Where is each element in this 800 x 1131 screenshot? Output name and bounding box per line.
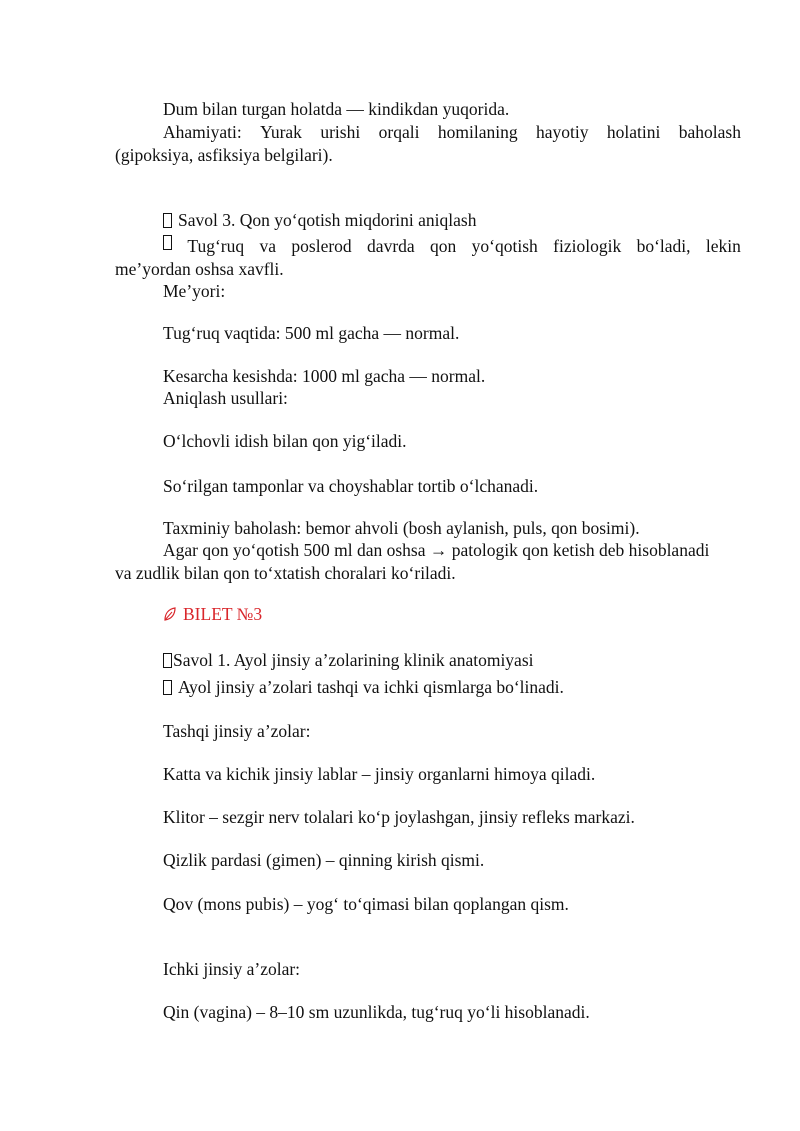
word: Ahamiyati:: [163, 122, 242, 142]
text-line: O‘lchovli idish bilan qon yig‘iladi.: [163, 431, 407, 451]
ticket-heading: [163, 603, 262, 625]
word: holatini: [606, 122, 661, 142]
question-heading: [163, 649, 534, 671]
word: Tug‘ruq: [187, 236, 245, 256]
word: va: [259, 236, 277, 256]
text-line: Me’yori:: [163, 281, 226, 301]
word: hayotiy: [535, 122, 589, 142]
text-line: Dum bilan turgan holatda — kindikdan yuqorida.: [163, 99, 510, 119]
word: yo‘qotish: [471, 236, 538, 256]
text-line: Aniqlash usullari:: [163, 388, 288, 408]
word: homilaning: [437, 122, 518, 142]
question-heading: [163, 209, 476, 231]
missing-glyph-box-icon: [163, 213, 172, 228]
word: lekin: [705, 236, 741, 256]
text-line: me’yordan oshsa xavfli.: [115, 259, 284, 279]
missing-glyph-box-icon: [163, 680, 172, 695]
text-line: Tashqi jinsiy a’zolar:: [163, 721, 311, 741]
text-line: [163, 676, 564, 698]
text-line: Qin (vagina) – 8–10 sm uzunlikda, tug‘ruq yo‘li hisoblanadi.: [163, 1002, 590, 1022]
text-line: Klitor – sezgir nerv tolalari ko‘p joylashgan, jinsiy refleks markazi.: [163, 807, 635, 827]
text-line: Taxminiy baholash: bemor ahvoli (bosh aylanish, puls, qon bosimi).: [163, 518, 640, 538]
missing-glyph-box-icon: [163, 653, 172, 668]
text-line: va zudlik bilan qon to‘xtatish choralari ko‘riladi.: [115, 563, 456, 583]
text-content: Ayol jinsiy a’zolari tashqi va ichki qismlarga bo‘linadi.: [178, 677, 564, 697]
text-line: Tug‘ruq vaqtida: 500 ml gacha — normal.: [163, 323, 460, 343]
missing-glyph-box-icon: [163, 235, 172, 250]
word: bo‘ladi,: [636, 236, 691, 256]
word: qon: [430, 236, 457, 256]
justified-line: [163, 235, 741, 257]
text-line: Ichki jinsiy a’zolar:: [163, 959, 301, 979]
word: poslerod: [291, 236, 352, 256]
leaf-icon: [163, 606, 177, 622]
text-line: (gipoksiya, asfiksiya belgilari).: [115, 145, 333, 165]
text-line: Qizlik pardasi (gimen) – qinning kirish qismi.: [163, 850, 485, 870]
text-line: Katta va kichik jinsiy lablar – jinsiy organlarni himoya qiladi.: [163, 764, 596, 784]
question-title: Savol 1. Ayol jinsiy a’zolarining klinik anatomiyasi: [173, 650, 534, 670]
ticket-title: BILET №3: [183, 604, 263, 624]
word: fiziologik: [553, 236, 622, 256]
text-line: Qov (mons pubis) – yog‘ to‘qimasi bilan qoplangan qism.: [163, 894, 569, 914]
text-line: So‘rilgan tamponlar va choyshablar tortib o‘lchanadi.: [163, 476, 539, 496]
text-line: Kesarcha kesishda: 1000 ml gacha — normal.: [163, 366, 486, 386]
word: orqali: [378, 122, 420, 142]
word: urishi: [320, 122, 361, 142]
question-title: Savol 3. Qon yo‘qotish miqdorini aniqlash: [178, 210, 477, 230]
word: davrda: [367, 236, 415, 256]
text-line: Agar qon yo‘qotish 500 ml dan oshsa → patologik qon ketish deb hisoblanadi: [163, 540, 710, 560]
justified-line: [163, 121, 741, 143]
word: baholash: [678, 122, 741, 142]
word: Yurak: [260, 122, 302, 142]
